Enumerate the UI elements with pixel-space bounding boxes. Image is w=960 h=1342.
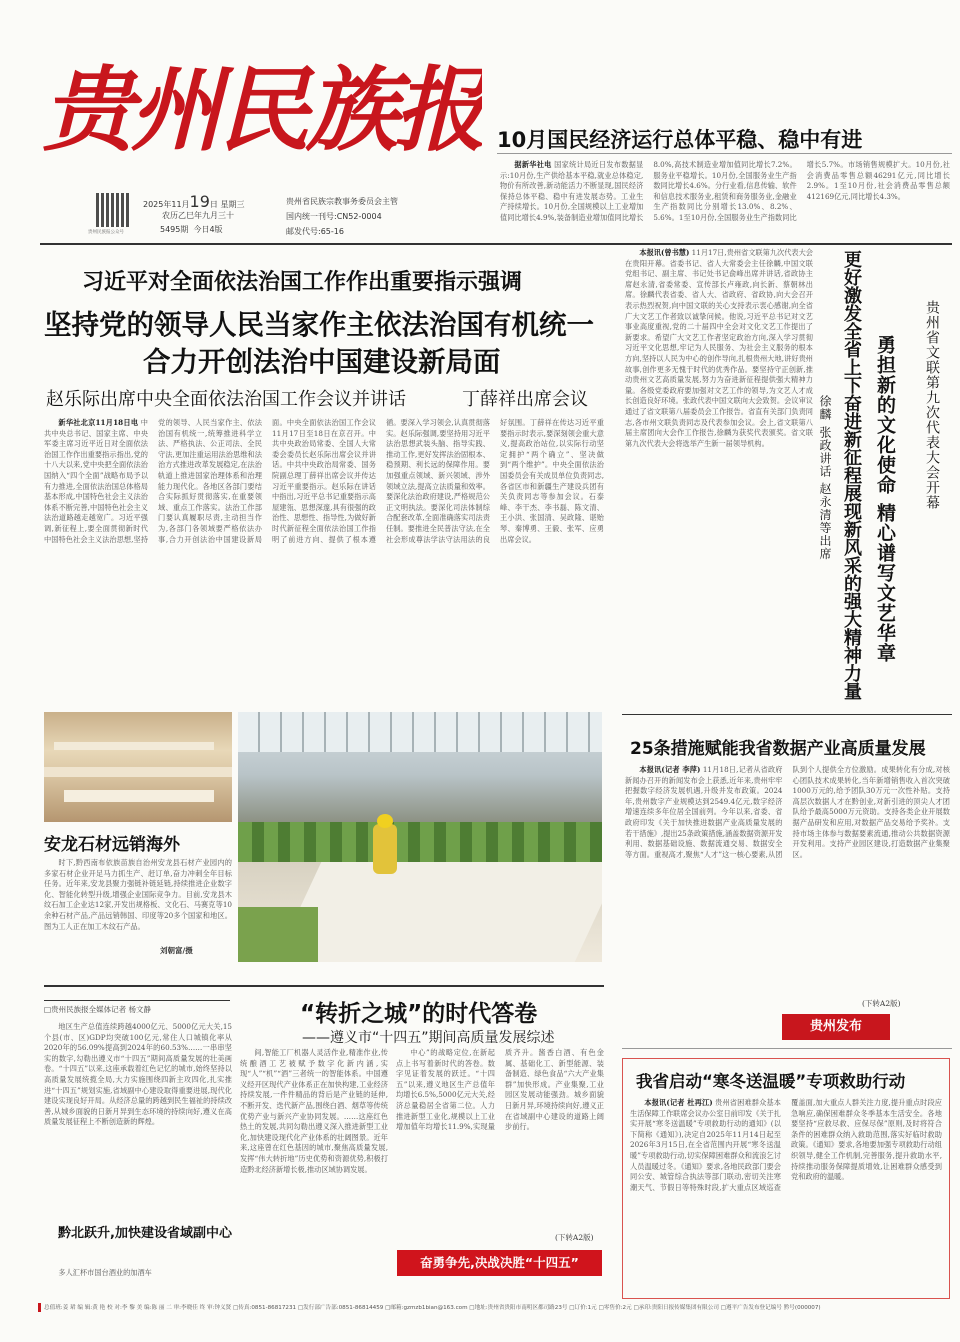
lead-subtitle-1: 赵乐际出席中央全面依法治国工作会议并讲话 [46, 389, 406, 410]
date-day: 19 [189, 192, 210, 211]
data-industry-headline[interactable]: 25条措施赋能我省数据产业高质量发展 [630, 739, 926, 759]
winter-headline[interactable]: 我省启动“寒冬送温暖”专项救助行动 [636, 1072, 906, 1091]
divider [44, 985, 604, 987]
zunyi-byline: □贵州民族报全媒体记者 杨文静 [44, 1005, 151, 1014]
lead-headline-2[interactable]: 合力开创法治中国建设新局面 [143, 346, 501, 378]
zunyi-body-left [44, 1022, 232, 1222]
zunyi-subhead-text: 黔北跃升,加快建设省域副中心 [58, 1226, 232, 1241]
stone-factory-photo [238, 712, 602, 962]
zunyi-body-left-2-text: 多人汇杯市国台酒业的加酒车 [58, 1268, 152, 1277]
federation-subtitle: 徐麟 张政讲话 赵永清等出席 [818, 395, 832, 561]
photo-credit: 刘朝富/摄 [160, 946, 193, 955]
cn-number: 国内统一刊号:CN52-0004 [286, 212, 382, 221]
guizhou-release-tag[interactable]: 贵州发布 [782, 1014, 890, 1040]
masthead-logo-art [42, 48, 482, 158]
zunyi-subhead [44, 1225, 232, 1243]
postal-code: 邮发代号:65-16 [286, 227, 344, 236]
article-text: 本报讯(记者 杜再江) 贵州省困难群众基本生活保障工作联席会议办公室日前印发《关于扎实开展“寒冬送温暖”专项救助行动的通知》(以下简称《通知》),决定自2025年11月14日起至2026年3月15日,在全省范围内开展“寒冬送温暖”专项救助行动,切实保障困难群众和流浪乞讨人员温暖过冬。《通知》要求,各地民政部门要会同公安、城管综合执法等部门联动,密切关注寒潮天气、节假日等特殊时段,扩大重点区域巡查覆盖面,加大重点人群关注力度,提升重点时段应急响应,确保困难群众冬季基本生活安全。各地要坚持“应救尽救、应保尽保”原则,及时将符合条件的困难群众纳入救助范围,落实好临时救助政策。《通知》要求,各地要加强专项救助行动组织领导,健全工作机制,完善服务,提升救助水平,持续推动服务保障提质增效,让困难群众感受到党和政府的温暖。 [630, 1098, 942, 1192]
article-text: 新华社北京11月18日电 中共中央总书记、国家主席、中央军委主席习近平近日对全面依法治国工作作出重要指示指出,党的十八大以来,党中央把全面依法治国纳入“四个全面”战略布局予以有力推进,全面依法治国总体格局基本形成,中国特色社会主义法治体系不断完善,中国特色社会主义法治道路越走越宽广。习近平强调,新征程上,要全面贯彻新时代中国特色社会主义法治思想,坚持党的领导、人民当家作主、依法治国有机统一,统筹推进科学立法、严格执法、公正司法、全民守法,更加注重运用法治思维和法治方式推进改革发展稳定,在法治轨道上推进国家治理体系和治理能力现代化。各地区各部门要结合实际抓好贯彻落实,在重要领域、重点工作落实。法治工作部门要认真履职尽责,主动担当作为,各部门各领域要严格依法办事,合力开创法治中国建设新局面。中央全面依法治国工作会议11月17日至18日在京召开。中共中央政治局常委、全国人大常委会委员长赵乐际出席会议并讲话。中共中央政治局常委、国务院副总理丁薛祥出席会议并传达习近平重要指示。赵乐际在讲话中指出,习近平总书记重要指示高屋建瓴、思想深邃,具有很强的政治性、思想性、指导性,为做好新时代新征程全面依法治国工作指明了前进方向、提供了根本遵循。要深入学习领会,认真贯彻落实。赵乐际强调,要坚持用习近平法治思想武装头脑、指导实践、推动工作,更好发挥法治固根本、稳预期、利长远的保障作用。要加强重点领域、新兴领域、涉外领域立法,提高立法质量和效率。要深化法治政府建设,严格规范公正文明执法。要深化司法体制综合配套改革,全面准确落实司法责任制。要推进全民普法守法,在全社会形成尊法学法守法用法的良好氛围。丁薛祥在传达习近平重要指示时表示,要深刻领会重大意义,提高政治站位,以实际行动坚定拥护“两个确立”、坚决做到“两个维护”。中央全面依法治国委员会有关成员单位负责同志,各省区市和新疆生产建设兵团有关负责同志等参加会议。石泰峰、李干杰、李书磊、陈文清、王小洪、张国清、吴政隆、谌贻琴、秦博勇、王毅、张军、应勇出席会议。 [44, 418, 604, 544]
qr-code[interactable] [96, 193, 130, 227]
economy-body [500, 160, 950, 235]
divider [622, 714, 952, 715]
divider [622, 1048, 952, 1049]
svg-text:贵州民族报: 贵州民族报 [42, 56, 482, 158]
campaign-banner: 奋勇争先,决战决胜“十四五” [397, 1250, 602, 1276]
federation-title-small[interactable]: 贵州省文联第九次代表大会开幕 [924, 300, 940, 510]
divider [44, 1000, 230, 1001]
zunyi-continue-note: (下转A2版) [555, 1233, 594, 1242]
zunyi-body-mid-text: 间,智能工厂机器人灵活作业,精准作业,传统酿酒工艺被赋予数字化新内涵,实现“人”“机”“酒”三者统一的智能体系。中国遵义经开区现代产业体系正在加快构建,工业经济持续发展,一件件精品的背后是产业链的延伸,不断开发、迭代新产品,围绕白酒、烟草等传统优势产业与新兴产业协同发展。……这座红色热土的发展,共同勾勒出遵义深入推进新型工业化,加快建设现代化产业体系的壮阔图景。近年来,这座曾在红色基因的城市,聚焦高质量发展,发挥“伟大转折地”历史优势和资源优势,积极打造黔北经济新增长极,推动区域协调发展。 [240, 1048, 388, 1174]
zunyi-body-right [396, 1048, 604, 1228]
winter-body [630, 1098, 942, 1293]
federation-body [625, 248, 813, 708]
issue-date [143, 192, 244, 211]
article-text: 本报讯(记者 李萍) 11月18日,记者从省政府新闻办召开的新闻发布会上获悉,近年来,贵州牢牢把握数字经济发展机遇,升级并发布政策。2024年,贵州数字产业规模达到2549.4亿元,数字经济增速连续多年位居全国前列。今年以来,省委、省政府印发《关于加快推进数据产业高质量发展的若干措施》,提出25条政策措施,涵盖数据资源开发利用、数据基础设施、数据流通交易、数据安全等方面。重视高才,聚焦“人才”这一核心要素,从团队到个人提供全方位激励。成果转化有分成,对核心团队技术成果转化,当年新增销售收入首次突破1000万元的,给予团队30万元一次性补贴。支持高层次数据人才在黔创业,对新引进的顶尖人才团队给予最高5000万元资助。支持各类企业开展数据产品研发和应用,对数据产品交易给予奖补。支持市场主体参与数据要素流通,推动公共数据资源开发利用。支持产业园区建设,打造数据产业集聚区。 [625, 765, 950, 859]
article-text: 本报讯(曾书慧) 11月17日,贵州省文联第九次代表大会在贵阳开幕。省委书记、省人大常委会主任徐麟,中国文联党组书记、副主席、书记处书记俞峰出席并讲话,省政协主席赵永清,省委常委、宣传部长卢雍政,向长新、蔡朝林出席。徐麟代表省委、省人大、省政府、省政协,向大会召开表示热烈祝贺,向中国文联的关心支持表示衷心感谢,向全省广大文艺工作者致以诚挚问候。他说,习近平总书记对文艺事业高度重视,党的二十届四中全会对文化文艺工作提出了新要求。希望广大文艺工作者坚定政治方向,深入学习贯彻习近平文化思想,牢记为人民服务、为社会主义服务的根本方向,坚持以人民为中心的创作导向,扎根贵州大地,讲好贵州故事,创作更多无愧于时代的优秀作品。要坚持守正创新,推动贵州文艺高质量发展,努力为奋进新征程提供强大精神力量。各级党委政府要加强对文艺工作的领导,为文艺人才成长创造良好环境。张政代表中国文联向大会致贺。会议审议通过了省文联第八届委员会工作报告。省直有关部门负责同志,各市州文联负责同志及代表参加会议。会上,省文联第八届主席团向大会作工作报告,徐麟为获奖代表颁奖。省文联第九次代表大会将选举产生新一届领导机构。 [625, 248, 813, 448]
divider [497, 153, 952, 154]
date-prefix: 2025年11月 [143, 200, 190, 209]
stone-small-photo [44, 712, 232, 822]
masthead-logo [42, 48, 482, 158]
stone-caption [44, 858, 232, 938]
zunyi-body-right-text: 中心”的战略定位,在新起点上书写着新时代的答卷。数字见证着发展的跃迁。“十四五”以来,遵义地区生产总值年均增长6.5%,5000亿元大关,经济总量稳居全省第二位。人力推进新型工业化,规模以上工业增加值年均增长11.9%,实现量质齐升。酱香白酒、有色金属、基础化工、新型能源、装备制造、绿色食品“六大产业集群”加快形成。产业集聚,工业园区发展动能强劲。城乡面貌日新月异,环境持续向好,遵义正在省域副中心建设的道路上阔步前行。 [396, 1048, 604, 1132]
publisher: 贵州省民族宗教事务委员会主管 [286, 197, 398, 206]
stone-caption-text: 时下,黔西南布依族苗族自治州安龙县石材产业园内的多家石材企业开足马力抓生产、赶订单,奋力冲刺全年目标任务。近年来,安龙县聚力强链补链延链,持续推进企业数字化、智能化转型升级,增强企业国际竞争力。目前,安龙县木纹石加工企业达12家,开发出规格板、文化石、马赛克等10余种石材产品,产品远销韩国、印度等20多个国家和地区。图为工人正在加工木纹石产品。 [44, 858, 232, 931]
lead-body [44, 418, 604, 704]
issue-number: 5495期 今日4版 [160, 225, 223, 234]
zunyi-body-left-2 [44, 1268, 232, 1280]
lead-kicker[interactable]: 习近平对全面依法治国工作作出重要指示强调 [82, 270, 523, 295]
zunyi-body-left-text: 地区生产总值连续跨越4000亿元、5000亿元大关,15个县(市、区)GDP均突破100亿元,常住人口城镇化率从2020年的56.09%提高到2024年的60.53%……一串串坚实的数字,勾勒出遵义市“十四五”期间高质量发展的壮美画卷。“十四五”以来,这座承载着红色记忆的城市,始终坚持以高质量发展统揽全局,大力实施围绕四新主攻四化,扎实推进“十四五”规划实施,省域副中心建设取得重要进展,现代化建设实现良好开局。从经济总量的跨越到民生福祉的持续改善,从城乡面貌的日新月异到生态环境的持续向好,遵义在高质量发展征程上不断创造新的辉煌。 [44, 1022, 232, 1127]
footer-marker [38, 1303, 41, 1312]
lead-headline-1[interactable]: 坚持党的领导人民当家作主依法治国有机统一 [44, 309, 594, 341]
continue-note: (下转A2版) [862, 999, 901, 1008]
date-suffix: 日 星期三 [209, 200, 245, 209]
zunyi-subheadline: ——遵义市“十四五”期间高质量发展综述 [302, 1030, 555, 1046]
qr-caption: 贵州民族报公众号 [88, 230, 124, 235]
masthead-rule [40, 243, 952, 245]
data-industry-body [625, 765, 950, 997]
article-text: 据新华社电 国家统计局近日发布数据显示:10月份,生产供给基本平稳,就业总体稳定,物价有所改善,新动能活力不断显现,国民经济保持总体平稳、稳中有进发展态势。工业生产持续增长。10月份,全国规模以上工业增加值同比增长4.9%,装备制造业增加值同比增长8.0%,高技术制造业增加值同比增长7.2%。服务业平稳增长。10月份,全国服务业生产指数同比增长4.6%。分行业看,信息传输、软件和信息技术服务业,租赁和商务服务业,金融业生产指数同比分别增长13.0%、8.2%、5.6%。1至10月份,全国服务业生产指数同比增长5.7%。市场销售规模扩大。10月份,社会消费品零售总额46291亿元,同比增长2.9%。1至10月份,社会消费品零售总额412169亿元,同比增长4.3%。 [500, 160, 950, 222]
economy-headline[interactable]: 10月国民经济运行总体平稳、稳中有进 [497, 128, 863, 152]
stone-title[interactable]: 安龙石材远销海外 [44, 835, 180, 855]
lead-subtitle-2: 丁薛祥出席会议 [462, 389, 588, 410]
zunyi-headline[interactable]: “转折之城”的时代答卷 [300, 1001, 538, 1027]
zunyi-body-mid [240, 1048, 388, 1280]
federation-title-main-1[interactable]: 勇担新的文化使命 精心谱写文艺华章 [874, 335, 896, 663]
lunar-date: 农历乙巳年九月三十 [162, 211, 234, 220]
footer-imprint: 总值班:姜 珺 编 辑:黄 艳 校 对:李 黎 美 编:陈 丽 二 审:李晓佳 终 审:钟义贤 □传真:0851-86817231 □发行部广告部:0851-86814459 □邮箱:gzmzb1bian@163.com □地址:贵州省贵阳市南明区都司路23号 □订价:1元 □零售价:2元 □承印:贵阳日报传媒集团有限公司 □遵平广告发布登记编号 黔号(000007) [44, 1305, 821, 1311]
federation-title-main-2[interactable]: 更好激发全省上下奋进新征程展现新风采的强大精神力量 [841, 250, 862, 700]
